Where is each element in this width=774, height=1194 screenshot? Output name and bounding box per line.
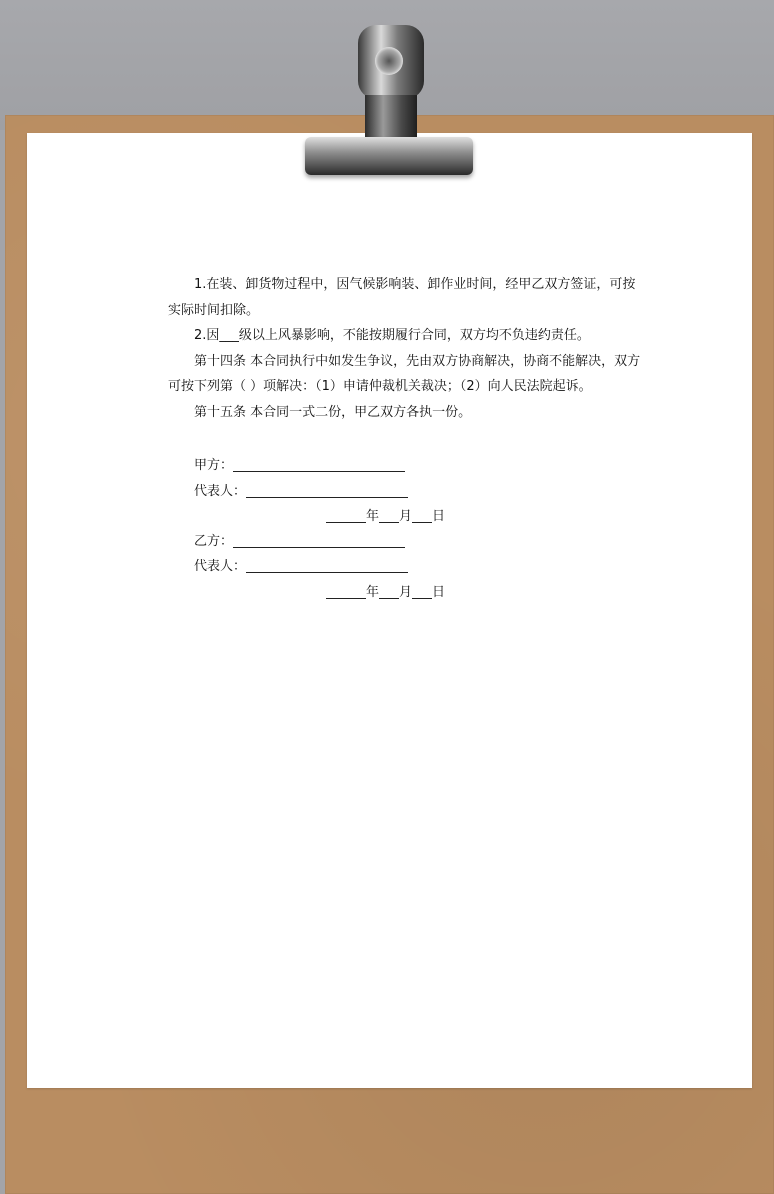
party-a-row bbox=[194, 454, 405, 473]
date-row-b bbox=[326, 581, 445, 600]
paragraph-2: 2.因___级以上风暴影响，不能按期履行合同，双方均不负违约责任。 bbox=[194, 328, 590, 343]
rep-b-line[interactable] bbox=[246, 558, 408, 573]
paragraph-1: 1.在装、卸货物过程中，因气候影响装、卸作业时间，经甲乙双方签证，可按 bbox=[194, 277, 636, 292]
month-label-b: 月 bbox=[399, 585, 413, 600]
year-blank-b[interactable] bbox=[326, 584, 366, 599]
binder-clip-icon bbox=[305, 25, 475, 177]
party-b-label: 乙方： bbox=[194, 534, 234, 549]
contract-text bbox=[168, 272, 641, 425]
rep-b-label: 代表人： bbox=[194, 559, 247, 574]
month-blank-b[interactable] bbox=[379, 584, 399, 599]
day-label-a: 日 bbox=[432, 509, 446, 524]
year-label-b: 年 bbox=[366, 585, 380, 600]
article-15: 第十五条 本合同一式二份，甲乙双方各执一份。 bbox=[194, 404, 472, 420]
year-blank-a[interactable] bbox=[326, 508, 366, 523]
day-label-b: 日 bbox=[432, 585, 446, 600]
day-blank-b[interactable] bbox=[412, 584, 432, 599]
year-label-a: 年 bbox=[366, 509, 380, 524]
rep-a-row bbox=[194, 480, 408, 499]
clip-base bbox=[305, 137, 473, 175]
rep-a-label: 代表人： bbox=[194, 484, 247, 499]
rep-b-row bbox=[194, 555, 408, 574]
party-a-line[interactable] bbox=[233, 457, 405, 472]
month-blank-a[interactable] bbox=[379, 508, 399, 523]
party-b-row bbox=[194, 530, 405, 549]
party-b-line[interactable] bbox=[233, 533, 405, 548]
month-label-a: 月 bbox=[399, 509, 413, 524]
article-14: 第十四条 本合同执行中如发生争议，先由双方协商解决，协商不能解决，双方 bbox=[194, 353, 641, 369]
day-blank-a[interactable] bbox=[412, 508, 432, 523]
clip-ring-icon bbox=[358, 25, 424, 99]
party-a-label: 甲方： bbox=[194, 458, 234, 473]
date-row-a bbox=[326, 505, 445, 524]
rep-a-line[interactable] bbox=[246, 483, 408, 498]
paragraph-1-cont: 实际时间扣除。 bbox=[168, 302, 260, 318]
article-14-cont: 可按下列第（ ）项解决：（1）申请仲裁机关裁决；（2）向人民法院起诉。 bbox=[168, 379, 592, 394]
